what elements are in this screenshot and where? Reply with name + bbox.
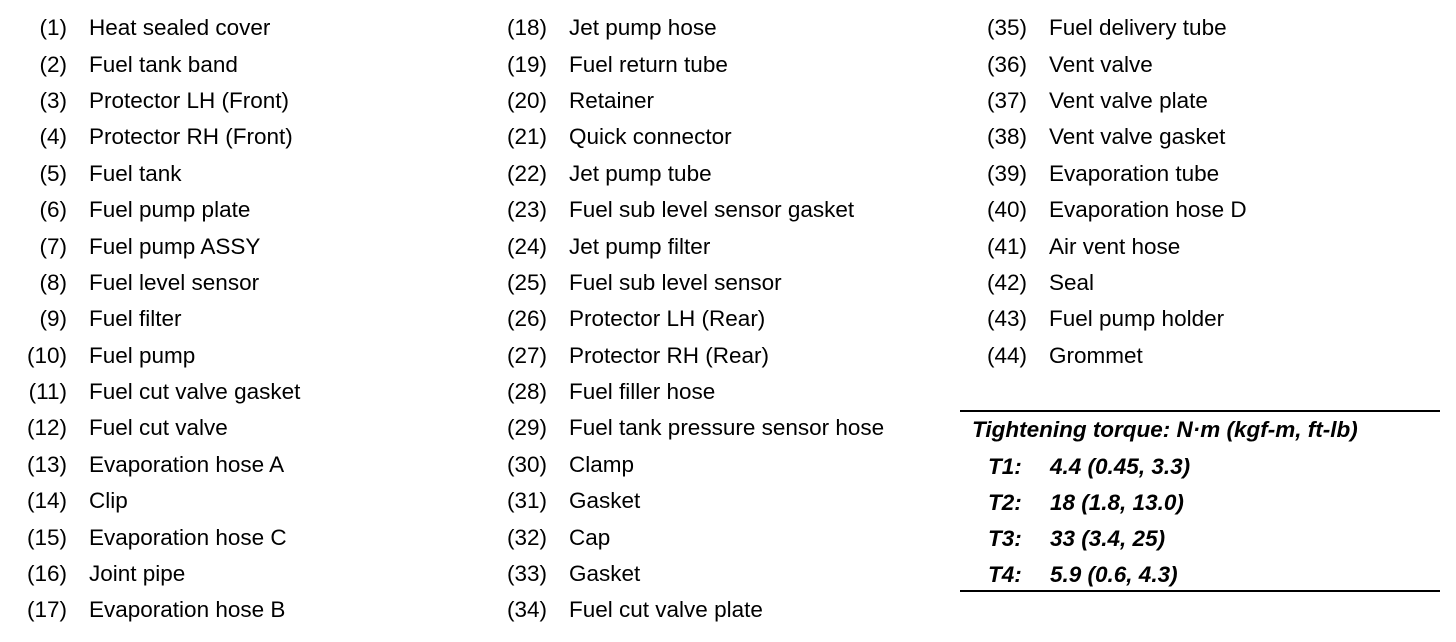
part-number: (22) xyxy=(506,160,547,186)
list-item xyxy=(960,301,1247,337)
list-item xyxy=(960,83,1247,119)
list-item xyxy=(0,374,300,410)
torque-label: T1: xyxy=(988,454,1022,479)
part-name: Seal xyxy=(1049,269,1095,295)
list-item xyxy=(960,10,1247,46)
list-item xyxy=(960,338,1247,374)
torque-value: 18 (1.8, 13.0) xyxy=(1050,490,1184,515)
part-number: (17) xyxy=(26,597,67,623)
part-name: Evaporation tube xyxy=(1049,160,1220,186)
part-number: (41) xyxy=(986,233,1027,259)
list-item xyxy=(0,156,300,192)
list-item xyxy=(0,192,300,228)
part-number: (14) xyxy=(26,488,67,514)
part-name: Fuel tank pressure sensor hose xyxy=(569,415,885,441)
part-name: Fuel cut valve xyxy=(89,415,228,441)
part-name: Evaporation hose D xyxy=(1049,197,1247,223)
part-number: (36) xyxy=(986,51,1027,77)
part-number: (29) xyxy=(506,415,547,441)
list-item xyxy=(0,10,300,46)
part-name: Joint pipe xyxy=(89,561,186,587)
part-number: (44) xyxy=(986,342,1027,368)
parts-list-column-2 xyxy=(480,10,884,629)
part-number: (9) xyxy=(39,306,67,332)
list-item xyxy=(480,119,884,155)
list-item xyxy=(960,46,1247,82)
part-name: Gasket xyxy=(569,561,641,587)
torque-label: T2: xyxy=(988,490,1022,515)
list-item xyxy=(960,119,1247,155)
part-number: (25) xyxy=(506,269,547,295)
list-item xyxy=(480,83,884,119)
torque-row xyxy=(988,490,1184,516)
part-number: (34) xyxy=(506,597,547,623)
part-name: Protector RH (Front) xyxy=(89,124,293,150)
part-name: Vent valve xyxy=(1049,51,1153,77)
part-number: (7) xyxy=(39,233,67,259)
part-name: Jet pump hose xyxy=(569,15,717,41)
list-item xyxy=(480,228,884,264)
part-number: (26) xyxy=(506,306,547,332)
part-name: Fuel tank xyxy=(89,160,182,186)
list-item xyxy=(0,228,300,264)
part-name: Fuel return tube xyxy=(569,51,728,77)
tightening-torque-table xyxy=(960,410,1440,592)
torque-row xyxy=(988,454,1190,480)
parts-list-column-3 xyxy=(960,10,1247,374)
list-item xyxy=(480,46,884,82)
part-name: Protector RH (Rear) xyxy=(569,342,770,368)
list-item xyxy=(0,83,300,119)
part-number: (39) xyxy=(986,160,1027,186)
torque-heading: Tightening torque: N·m (kgf-m, ft-lb) xyxy=(972,417,1358,442)
part-name: Fuel filter xyxy=(89,306,182,332)
part-number: (35) xyxy=(986,15,1027,41)
part-number: (24) xyxy=(506,233,547,259)
list-item xyxy=(0,338,300,374)
part-name: Clip xyxy=(89,488,128,514)
part-number: (1) xyxy=(39,15,67,41)
part-name: Fuel sub level sensor xyxy=(569,269,782,295)
list-item xyxy=(0,410,300,446)
part-number: (21) xyxy=(506,124,547,150)
list-item xyxy=(480,10,884,46)
part-name: Fuel delivery tube xyxy=(1049,15,1227,41)
part-number: (31) xyxy=(506,488,547,514)
part-number: (30) xyxy=(506,451,547,477)
list-item xyxy=(0,592,300,628)
torque-row xyxy=(988,562,1178,588)
part-name: Fuel filler hose xyxy=(569,379,716,405)
part-name: Air vent hose xyxy=(1049,233,1181,259)
list-item xyxy=(0,519,300,555)
part-number: (12) xyxy=(26,415,67,441)
part-name: Fuel pump xyxy=(89,342,196,368)
list-item xyxy=(960,228,1247,264)
part-number: (15) xyxy=(26,524,67,550)
list-item xyxy=(480,338,884,374)
part-number: (42) xyxy=(986,269,1027,295)
part-number: (27) xyxy=(506,342,547,368)
list-item xyxy=(960,265,1247,301)
list-item xyxy=(480,592,884,628)
list-item xyxy=(0,556,300,592)
part-number: (8) xyxy=(39,269,67,295)
list-item xyxy=(480,301,884,337)
list-item xyxy=(480,156,884,192)
part-name: Jet pump filter xyxy=(569,233,711,259)
part-name: Quick connector xyxy=(569,124,732,150)
list-item xyxy=(0,447,300,483)
part-number: (16) xyxy=(26,561,67,587)
torque-value: 4.4 (0.45, 3.3) xyxy=(1050,454,1191,479)
list-item xyxy=(0,119,300,155)
parts-list-column-1 xyxy=(0,10,300,629)
part-name: Jet pump tube xyxy=(569,160,712,186)
part-number: (13) xyxy=(26,451,67,477)
list-item xyxy=(480,447,884,483)
part-number: (28) xyxy=(506,379,547,405)
part-name: Fuel level sensor xyxy=(89,269,260,295)
part-number: (18) xyxy=(506,15,547,41)
list-item xyxy=(0,46,300,82)
list-item xyxy=(480,192,884,228)
list-item xyxy=(0,483,300,519)
part-name: Fuel cut valve plate xyxy=(569,597,763,623)
part-number: (10) xyxy=(26,342,67,368)
list-item xyxy=(0,301,300,337)
torque-value: 33 (3.4, 25) xyxy=(1050,526,1166,551)
list-item xyxy=(480,374,884,410)
part-name: Fuel pump holder xyxy=(1049,306,1225,332)
list-item xyxy=(480,519,884,555)
part-name: Fuel sub level sensor gasket xyxy=(569,197,855,223)
list-item xyxy=(480,556,884,592)
part-name: Protector LH (Front) xyxy=(89,87,290,113)
list-item xyxy=(480,483,884,519)
part-name: Fuel tank band xyxy=(89,51,238,77)
part-number: (19) xyxy=(506,51,547,77)
list-item xyxy=(0,265,300,301)
part-name: Protector LH (Rear) xyxy=(569,306,766,332)
part-number: (40) xyxy=(986,197,1027,223)
part-name: Heat sealed cover xyxy=(89,15,271,41)
part-name: Evaporation hose B xyxy=(89,597,286,623)
part-name: Vent valve plate xyxy=(1049,87,1208,113)
list-item xyxy=(480,410,884,446)
part-number: (33) xyxy=(506,561,547,587)
part-name: Fuel pump ASSY xyxy=(89,233,261,259)
list-item xyxy=(960,156,1247,192)
part-name: Fuel cut valve gasket xyxy=(89,379,301,405)
torque-label: T3: xyxy=(988,526,1022,551)
part-number: (23) xyxy=(506,197,547,223)
part-number: (5) xyxy=(39,160,67,186)
torque-row xyxy=(988,526,1165,552)
part-number: (2) xyxy=(39,51,67,77)
part-number: (4) xyxy=(39,124,67,150)
part-name: Retainer xyxy=(569,87,655,113)
part-number: (6) xyxy=(39,197,67,223)
part-number: (37) xyxy=(986,87,1027,113)
list-item xyxy=(480,265,884,301)
list-item xyxy=(960,192,1247,228)
part-name: Evaporation hose A xyxy=(89,451,285,477)
part-number: (38) xyxy=(986,124,1027,150)
part-name: Grommet xyxy=(1049,342,1143,368)
part-name: Vent valve gasket xyxy=(1049,124,1226,150)
part-number: (43) xyxy=(986,306,1027,332)
part-number: (11) xyxy=(28,379,67,405)
part-name: Evaporation hose C xyxy=(89,524,287,550)
torque-value: 5.9 (0.6, 4.3) xyxy=(1050,562,1178,587)
part-name: Cap xyxy=(569,524,611,550)
part-number: (32) xyxy=(506,524,547,550)
part-name: Fuel pump plate xyxy=(89,197,251,223)
torque-label: T4: xyxy=(988,562,1022,587)
part-number: (20) xyxy=(506,87,547,113)
part-name: Gasket xyxy=(569,488,641,514)
part-name: Clamp xyxy=(569,451,635,477)
part-number: (3) xyxy=(39,87,67,113)
